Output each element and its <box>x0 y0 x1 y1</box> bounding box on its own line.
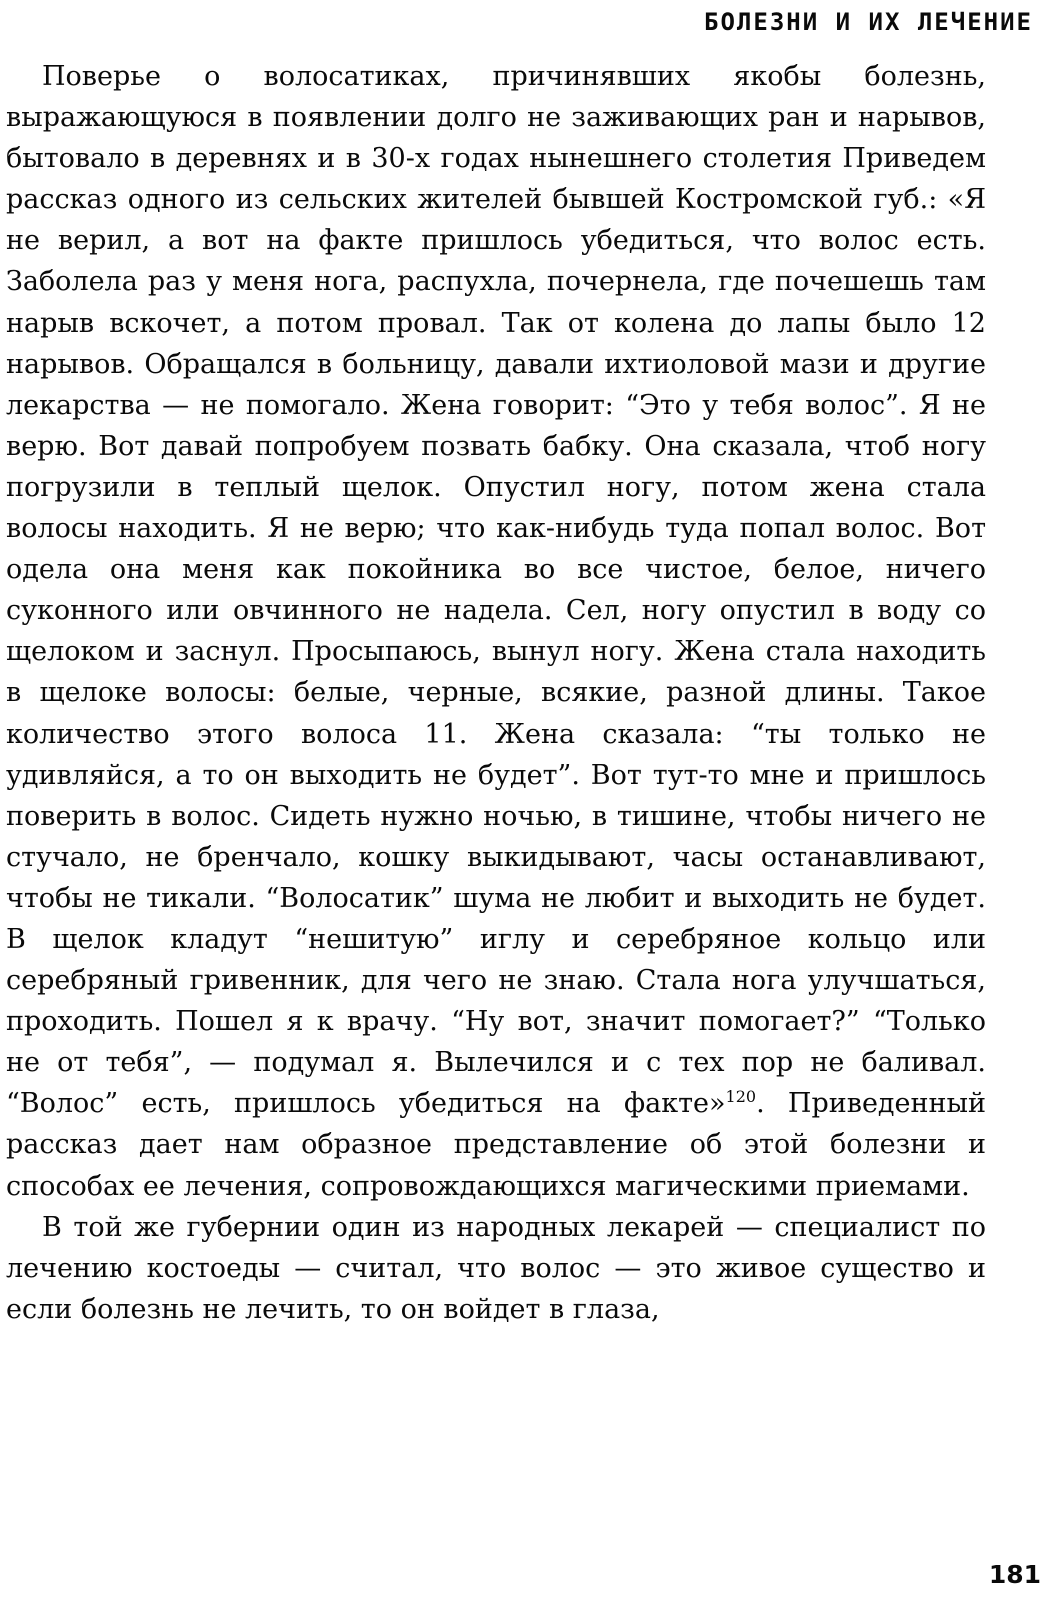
page-number: 181 <box>988 1560 1041 1589</box>
footnote-ref-120: 120 <box>725 1087 757 1107</box>
paragraph-1-tail: . Приведенный рассказ дает нам образное представление об этой болезни и способах ее лечения, сопровождающихся магическими приемами. <box>6 1088 987 1202</box>
running-head: БОЛЕЗНИ И ИХ ЛЕЧЕНИЕ <box>704 8 1033 36</box>
paragraph-1 <box>6 56 986 1207</box>
paragraph-1-text: Поверье о волосатиках, причинявших якобы болезнь, выражающуюся в появлении долго не заживающих ран и нарывов, бытовало в деревнях и в 30-х годах нынешнего столетия Приведем рассказ одного из сельских жителей бывшей Костромской губ.: «Я не верил, а вот на факте пришлось убедиться, что волос есть. Заболела раз у меня нога, распухла, почернела, где почешешь там нарыв вскочет, а потом провал. Так от колена до лапы было 12 нарывов. Обращался в больницу, давали ихтиоловой мази и другие лекарства — не помогало. Жена говорит: “Это у тебя волос”. Я не верю. Вот давай попробуем позвать бабку. Она сказала, чтоб ногу погрузили в теплый щелок. Опустил ногу, потом жена стала волосы находить. Я не верю; что как-нибудь туда попал волос. Вот одела она меня как покойника во все чистое, белое, ничего суконного или овчинного не надела. Сел, ногу опустил в воду со щелоком и заснул. Просыпаюсь, вынул ногу. Жена стала находить в щелоке волосы: белые, черные, всякие, разной длины. Такое количество этого волоса 11. Жена сказала: “ты только не удивляйся, а то он выходить не будет”. Вот тут-то мне и пришлось поверить в волос. Сидеть нужно ночью, в тишине, чтобы ничего не стучало, не бренчало, кошку выкидывают, часы останавливают, чтобы не тикали. “Волосатик” шума не любит и выходить не будет. В щелок кладут “нешитую” иглу и серебряное кольцо или серебряный гривенник, для чего не знаю. Стала нога улучшаться, проходить. Пошел я к врачу. “Ну вот, значит помогает?” “Только не от тебя”, — подумал я. Вылечился и с тех пор не баливал. “Волос” есть, пришлось убедиться на факте» <box>6 61 986 1120</box>
main-text <box>6 56 986 1330</box>
paragraph-2: В той же губернии один из народных лекарей — специалист по лечению костоеды — считал, что волос — это живое существо и если болезнь не лечить, то он войдет в глаза, <box>6 1211 986 1325</box>
